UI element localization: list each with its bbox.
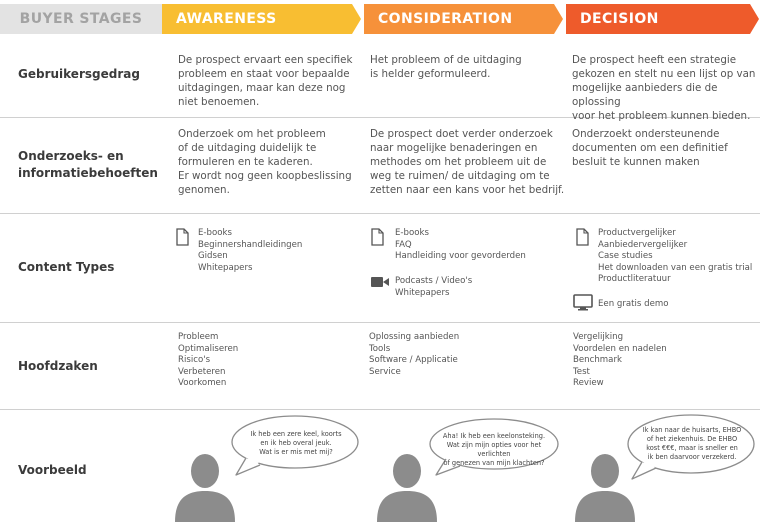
row-label-research: Onderzoeks- en informatiebehoeften [18,149,158,180]
behavior-awareness: De prospect ervaart een specifiek probleem en staat voor bepaalde uitdagingen, maar kan deze nog niet benoemen. [178,54,353,108]
content-awareness-docs: E-books Beginnershandleidingen Gidsen Whitepapers [198,228,303,273]
row-label-example: Voorbeeld [18,463,87,477]
behavior-decision: De prospect heeft een strategie gekozen en stelt nu een lijst op van mogelijke aanbieders die de oplossing voor het probleem kunnen bieden. [572,54,756,122]
row-divider [0,322,760,323]
main-decision: Vergelijking Voordelen en nadelen Benchmark Test Review [573,332,667,388]
content-decision-demo: Een gratis demo [598,299,669,309]
row-label-behavior: Gebruikersgedrag [18,67,140,81]
video-camera-icon [371,276,389,288]
row-divider [0,409,760,410]
main-consideration: Oplossing aanbieden Tools Software / Applicatie Service [369,332,460,377]
row-divider [0,213,760,214]
consideration-header: CONSIDERATION [364,4,564,34]
behavior-consideration: Het probleem of de uitdaging is helder geformuleerd. [370,54,522,80]
buyer-stages-header: BUYER STAGES [0,4,162,34]
research-consideration: De prospect doet verder onderzoek naar mogelijke benaderingen en methodes om het probleem uit de weg te ruimen/ de uitdaging om te zetten naar een kans voor het bedrijf. [370,128,565,196]
document-icon [176,228,189,246]
example-awareness-quote: Ik heb een zere keel, koorts en ik heb overal jeuk. Wat is er mis met mij? [250,430,342,456]
research-decision: Onderzoekt ondersteunende documenten om een definitief besluit te kunnen maken [572,128,728,168]
row-label-content-types: Content Types [18,260,115,274]
decision-header: DECISION [566,4,760,34]
document-icon [576,228,589,246]
research-awareness: Onderzoek om het probleem of de uitdaging duidelijk te formuleren en te kaderen. Er wordt nog geen koopbeslissing genomen. [178,128,352,196]
content-decision-docs: Productvergelijker Aanbiedervergelijker Case studies Het downloaden van een gratis trial Productliteratuur [598,228,753,284]
example-consideration-quote: Aha! Ik heb een keelonsteking. Wat zijn mijn opties voor het verlichten of genezen van mijn klachten? [442,432,546,467]
awareness-header: AWARENESS [162,4,362,34]
monitor-icon [573,294,593,311]
example-decision-quote: Ik kan naar de huisarts, EHBO of het ziekenhuis. De EHBO kost €€€, maar is sneller en ik ben daarvoor verzekerd. [642,426,742,461]
content-consideration-docs: E-books FAQ Handleiding voor gevorderden [395,228,526,261]
content-consideration-media: Podcasts / Video's Whitepapers [395,276,473,298]
document-icon [371,228,384,246]
main-awareness: Probleem Optimaliseren Risico's Verbeteren Voorkomen [178,332,239,388]
row-label-main: Hoofdzaken [18,359,98,373]
